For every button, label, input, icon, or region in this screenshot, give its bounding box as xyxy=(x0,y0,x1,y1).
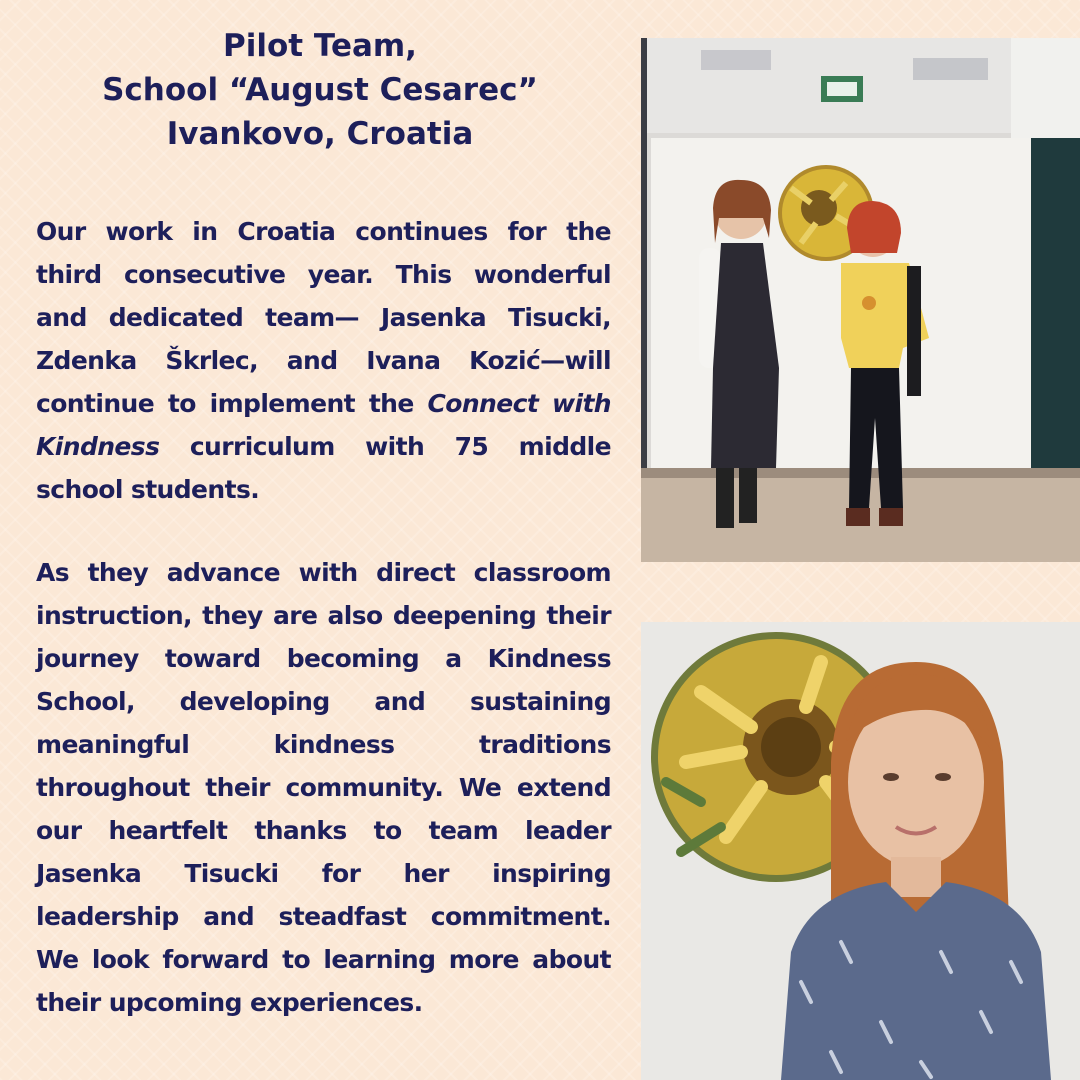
header-line-2: School “August Cesarec” xyxy=(102,72,538,108)
header-title xyxy=(30,24,610,156)
team-photo-illustration xyxy=(641,38,1080,562)
paragraph-intro-text-a: Our work in Croatia continues for the third consecutive year. This wonderful and dedicated team— Jasenka Tisucki, Zdenka Škrlec, and Ivana Kozić—will continue to implement the xyxy=(36,217,611,418)
portrait-photo xyxy=(641,622,1080,1080)
team-photo xyxy=(641,38,1080,562)
header-line-1: Pilot Team, xyxy=(223,28,417,64)
portrait-photo-illustration xyxy=(641,622,1080,1080)
curriculum-name: Connect with Kindness xyxy=(36,389,611,461)
paragraph-intro xyxy=(36,210,611,511)
paragraph-thanks: As they advance with direct classroom instruction, they are also deepening their journey toward becoming a Kindness School, developing and sustaining meaningful kindness traditions throughout their community. We extend our heartfelt thanks to team leader Jasenka Tisucki for her inspiring leadership and steadfast commitment. We look forward to learning more about their upcoming experiences. xyxy=(36,558,611,1017)
paragraph-intro-text-b: curriculum with 75 middle school students. xyxy=(36,432,611,504)
header-line-3: Ivankovo, Croatia xyxy=(166,116,474,152)
